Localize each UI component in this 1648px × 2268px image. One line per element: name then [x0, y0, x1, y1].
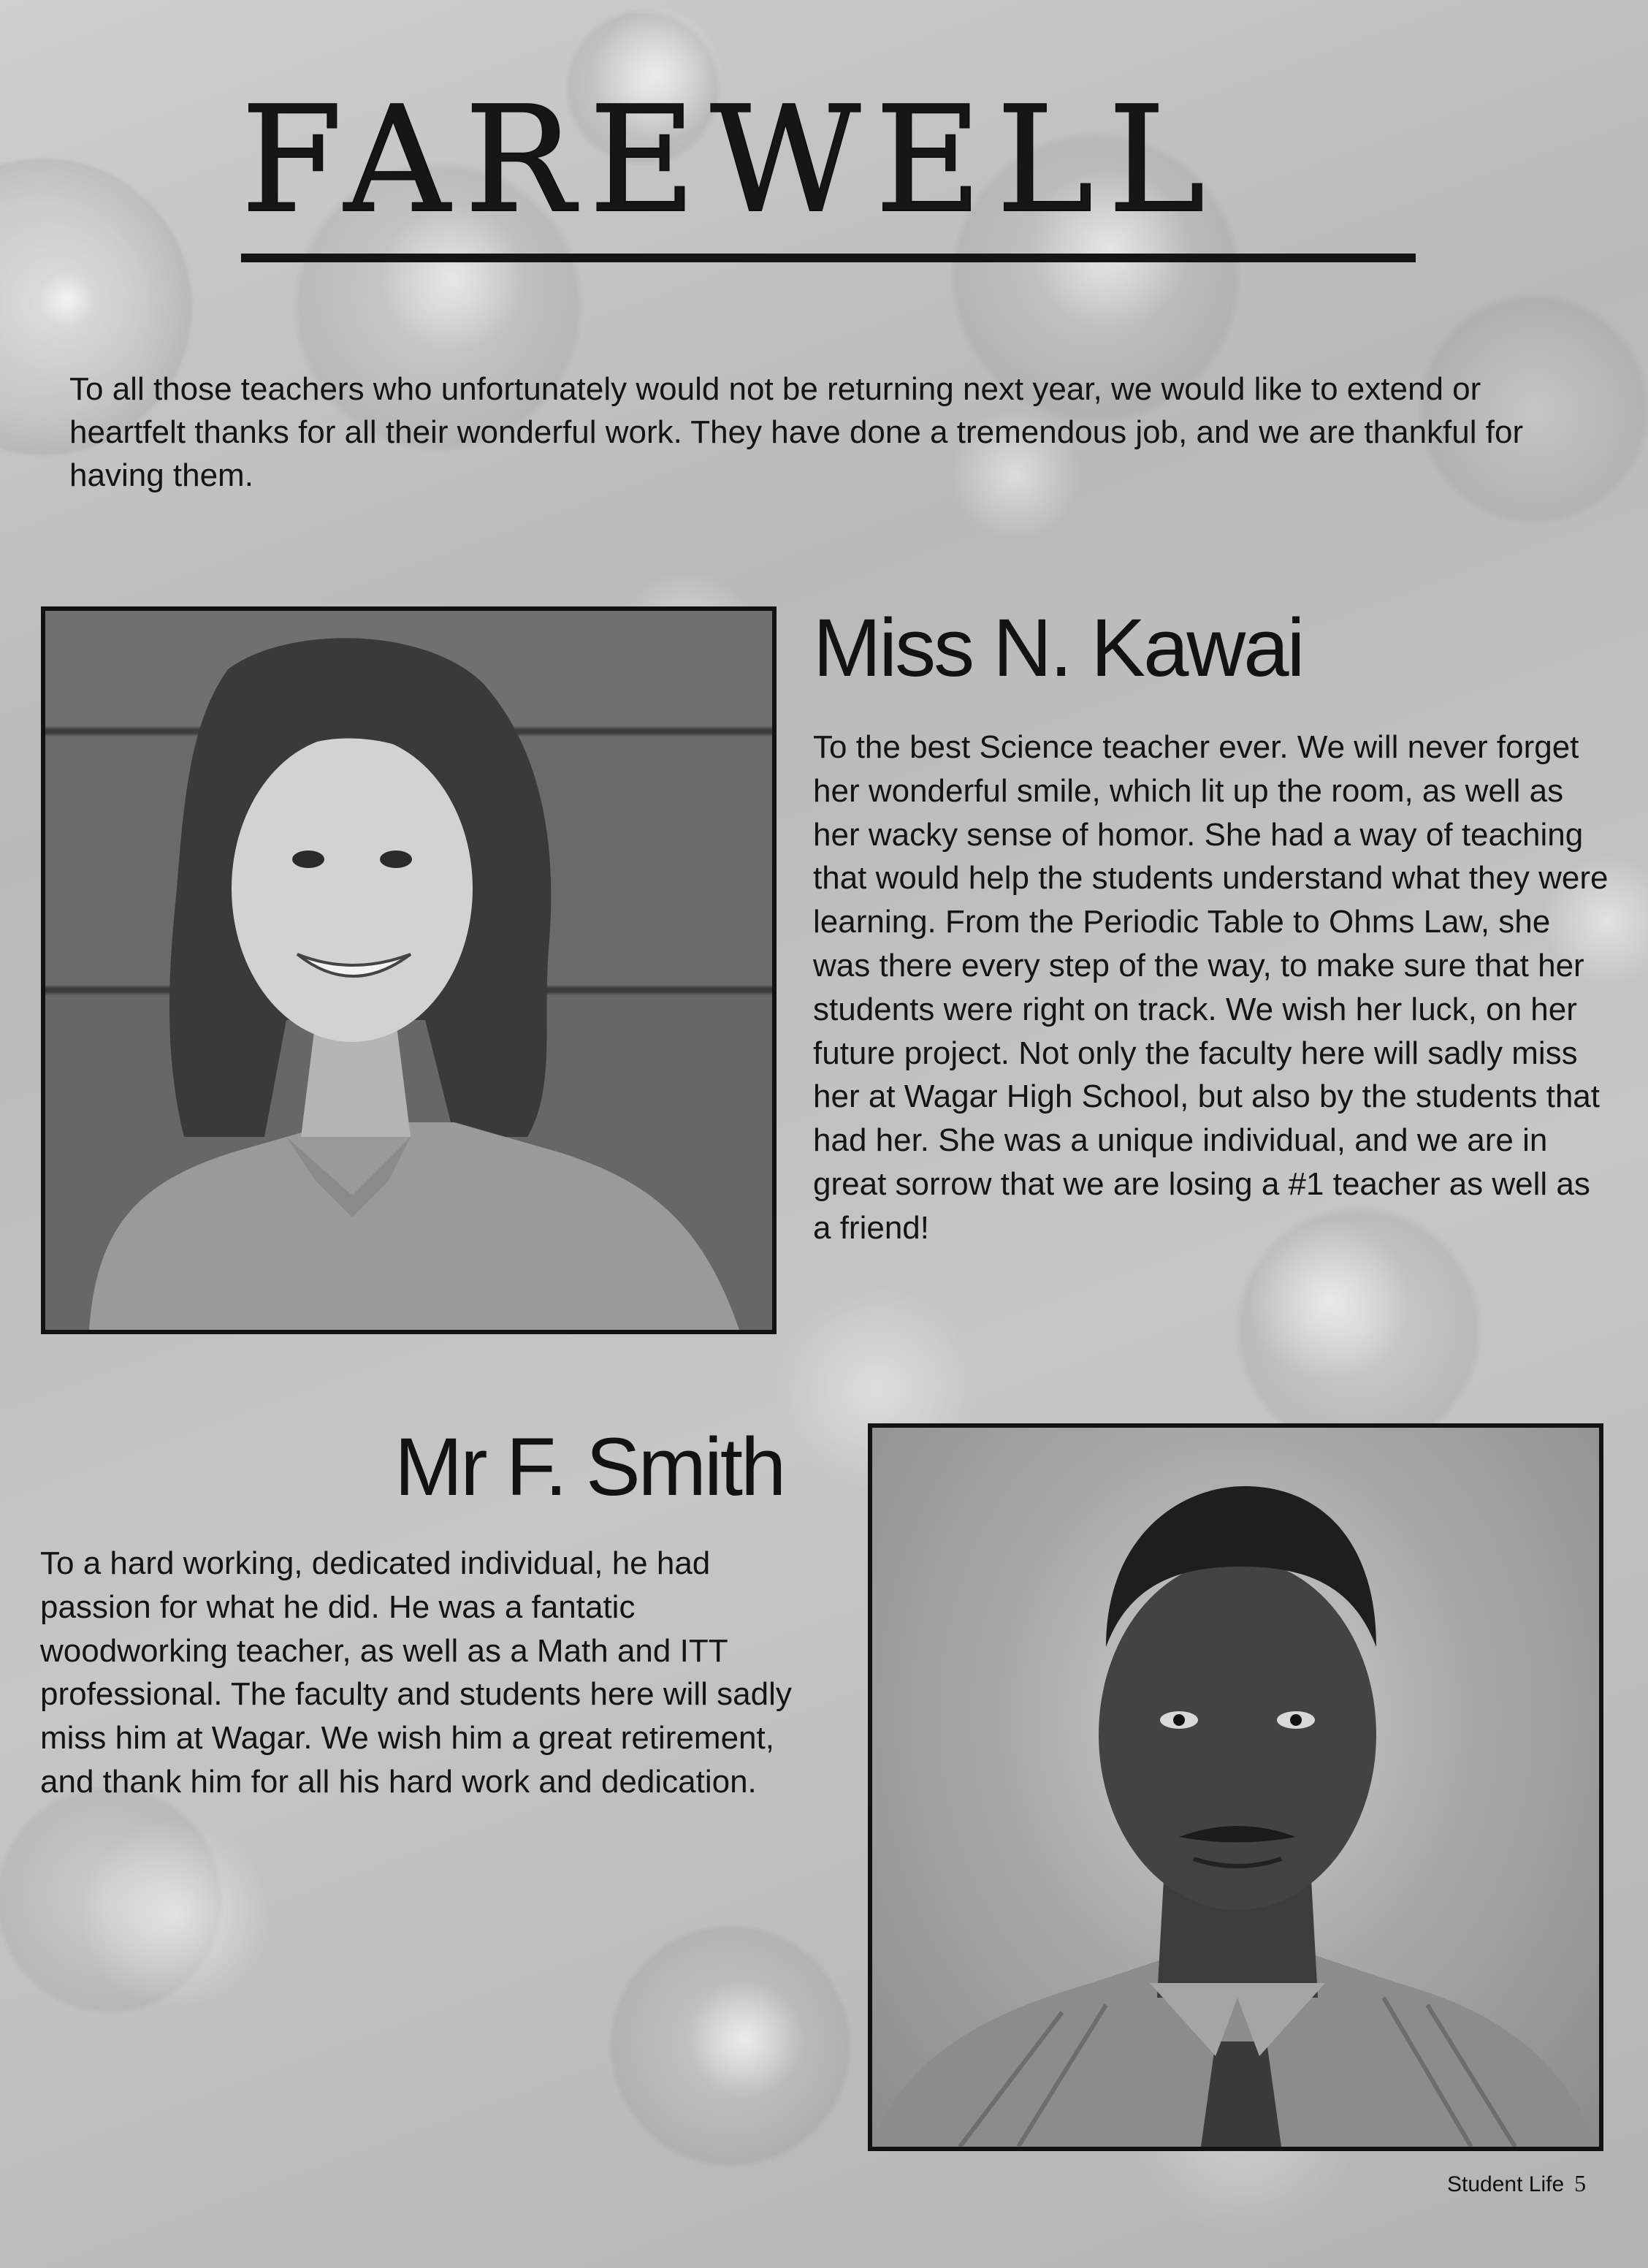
tribute-text-kawai: To the best Science teacher ever. We will never forget her wonderful smile, which lit up the room, as well as her wacky sense of homor. She had a way of teaching that would help the students understand what they were learning. From the Periodic Table to Ohms Law, she was there every step of the way, to make sure that her students were right on track. We wish her luck, on her future project. Not only the faculty here will sadly miss her at Wagar High School, but also by the students that had her. She was a unique individual, and we are in great sorrow that we are losing a #1 teacher as well as a friend!	[813, 729, 1609, 1246]
intro-paragraph: To all those teachers who unfortunately would not be returning next year, we would like to extend or heartfelt thanks for all their wonderful work. They have done a tremendous job, and we are thankful for having them.	[69, 371, 1524, 493]
portrait-photo-kawai	[41, 606, 777, 1334]
footer-section-label: Student Life	[1447, 2172, 1565, 2196]
teacher-name-smith: Mr F. Smith	[394, 1421, 785, 1512]
portrait-photo-smith	[868, 1423, 1603, 2151]
page-title: FAREWELL	[241, 75, 1220, 246]
tribute-text-smith: To a hard working, dedicated individual, he had passion for what he did. He was a fantatic woodworking teacher, as well as a Math and ITT professional. The faculty and students here will sadly miss him at Wagar. We wish him a great retirement, and thank him for all his hard work and dedication.	[40, 1545, 792, 1800]
page-footer	[1447, 2167, 1608, 2199]
portrait-kawai-illustration	[45, 611, 772, 1330]
portrait-smith-illustration	[872, 1428, 1599, 2147]
teacher-name-kawai: Miss N. Kawai	[813, 602, 1303, 693]
page-number: 5	[1574, 2170, 1587, 2196]
title-underline	[241, 254, 1416, 262]
